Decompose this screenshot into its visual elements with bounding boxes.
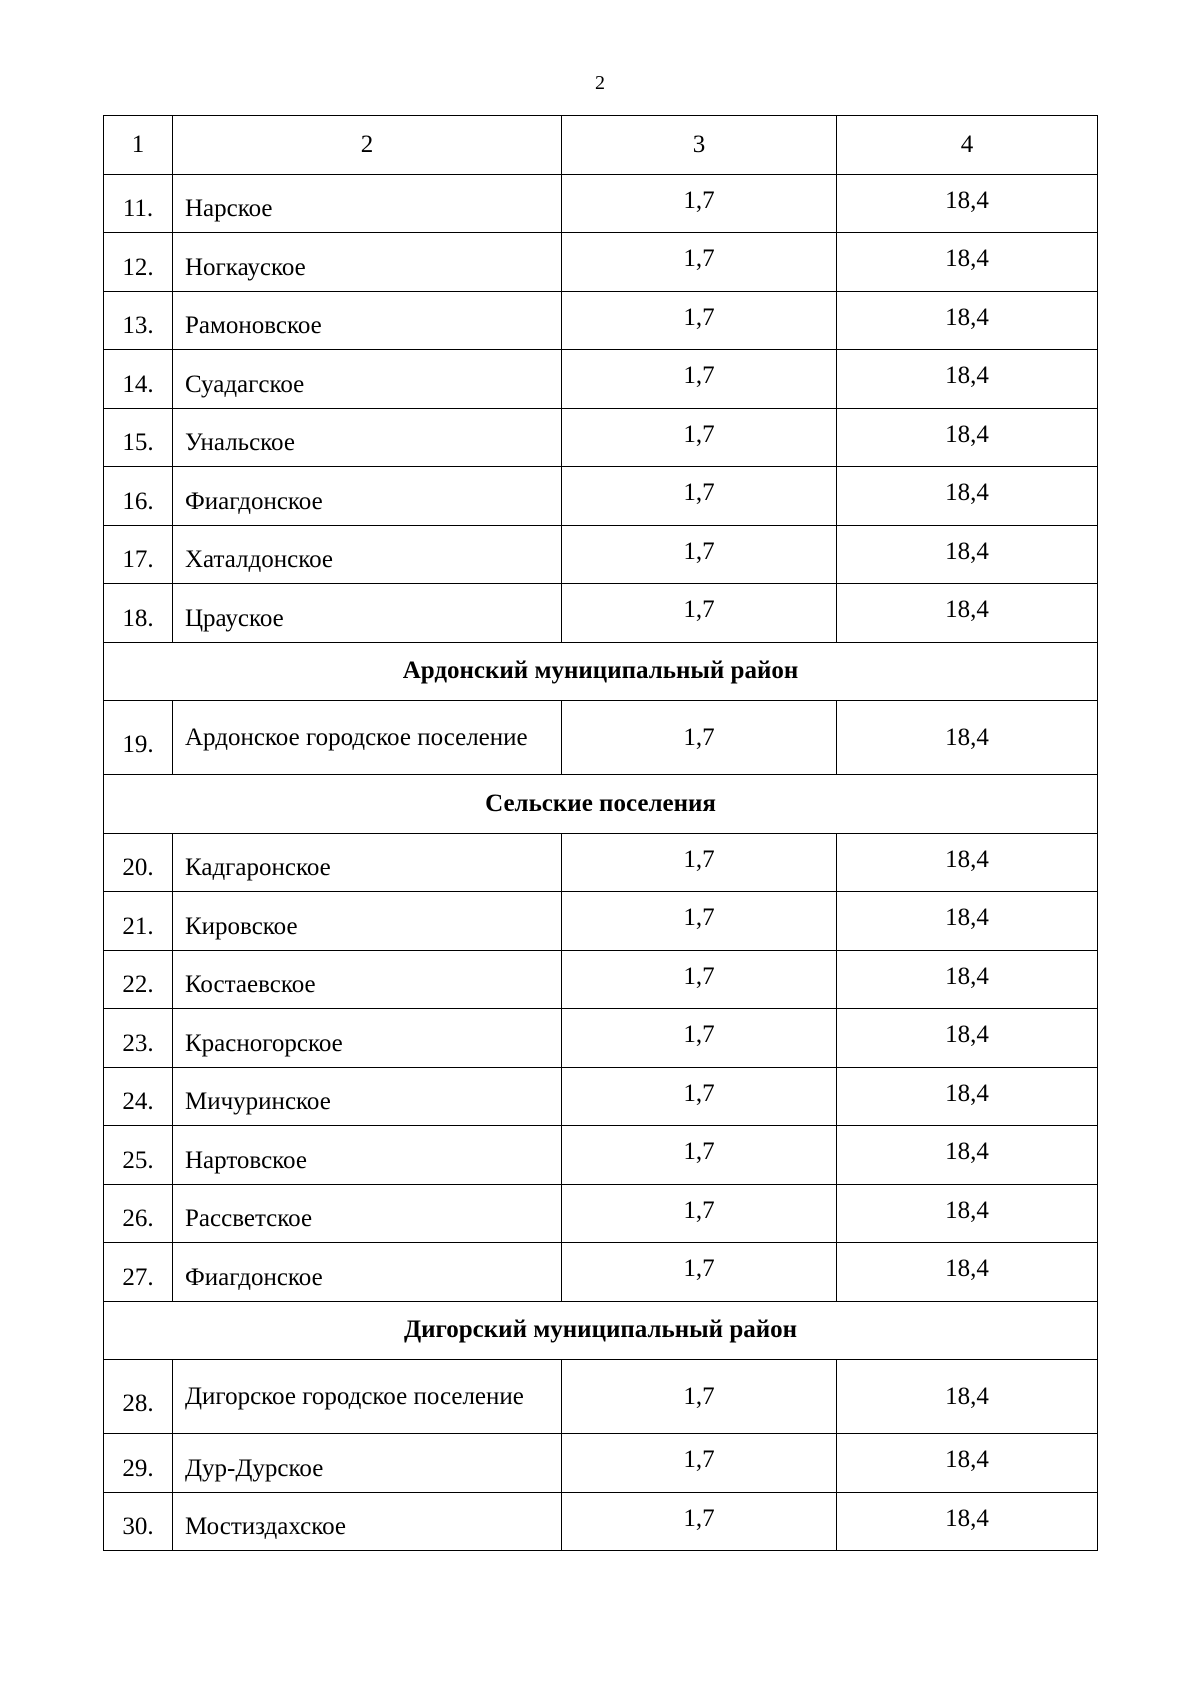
value-col-3: 1,7 <box>562 1492 837 1551</box>
settlement-name: Рассветское <box>173 1184 562 1243</box>
row-number: 26. <box>104 1184 173 1243</box>
row-number: 21. <box>104 892 173 951</box>
settlement-name: Нартовское <box>173 1126 562 1185</box>
header-cell-2: 2 <box>173 116 562 175</box>
settlement-name: Унальское <box>173 408 562 467</box>
value-col-4: 18,4 <box>837 1184 1098 1243</box>
value-col-3: 1,7 <box>562 291 837 350</box>
table-row <box>104 291 1098 350</box>
value-col-4: 18,4 <box>837 467 1098 526</box>
row-number: 30. <box>104 1492 173 1551</box>
table-row <box>104 1492 1098 1551</box>
section-heading: Сельские поселения <box>104 775 1098 834</box>
settlement-name: Суадагское <box>173 350 562 409</box>
settlement-name: Кадгаронское <box>173 833 562 892</box>
value-col-3: 1,7 <box>562 233 837 292</box>
value-col-4: 18,4 <box>837 174 1098 233</box>
value-col-3: 1,7 <box>562 1009 837 1068</box>
table-row <box>104 1067 1098 1126</box>
value-col-4: 18,4 <box>837 408 1098 467</box>
row-number: 19. <box>104 701 173 775</box>
value-col-3: 1,7 <box>562 701 837 775</box>
value-col-4: 18,4 <box>837 892 1098 951</box>
value-col-3: 1,7 <box>562 1067 837 1126</box>
row-number: 28. <box>104 1360 173 1434</box>
value-col-3: 1,7 <box>562 1434 837 1493</box>
table-row <box>104 525 1098 584</box>
value-col-4: 18,4 <box>837 350 1098 409</box>
table-header-row <box>104 116 1098 175</box>
row-number: 24. <box>104 1067 173 1126</box>
value-col-3: 1,7 <box>562 467 837 526</box>
value-col-4: 18,4 <box>837 1492 1098 1551</box>
settlement-name: Мичуринское <box>173 1067 562 1126</box>
table-row <box>104 833 1098 892</box>
row-number: 14. <box>104 350 173 409</box>
settlement-name: Дур-Дурское <box>173 1434 562 1493</box>
row-number: 18. <box>104 584 173 643</box>
value-col-4: 18,4 <box>837 525 1098 584</box>
table-row <box>104 1434 1098 1493</box>
table-row <box>104 1360 1098 1434</box>
header-cell-3: 3 <box>562 116 837 175</box>
value-col-3: 1,7 <box>562 950 837 1009</box>
section-heading-row <box>104 775 1098 834</box>
table-row <box>104 174 1098 233</box>
row-number: 17. <box>104 525 173 584</box>
value-col-3: 1,7 <box>562 525 837 584</box>
settlement-name: Дигорское городское поселение <box>173 1360 562 1434</box>
row-number: 13. <box>104 291 173 350</box>
table-row <box>104 233 1098 292</box>
settlement-name: Костаевское <box>173 950 562 1009</box>
row-number: 11. <box>104 174 173 233</box>
table-row <box>104 1009 1098 1068</box>
section-heading: Дигорский муниципальный район <box>104 1301 1098 1360</box>
value-col-3: 1,7 <box>562 350 837 409</box>
table-row <box>104 350 1098 409</box>
header-cell-4: 4 <box>837 116 1098 175</box>
value-col-3: 1,7 <box>562 892 837 951</box>
header-cell-1: 1 <box>104 116 173 175</box>
value-col-4: 18,4 <box>837 833 1098 892</box>
settlement-name: Фиагдонское <box>173 467 562 526</box>
table-row <box>104 408 1098 467</box>
table-row <box>104 584 1098 643</box>
row-number: 22. <box>104 950 173 1009</box>
table-row <box>104 892 1098 951</box>
value-col-3: 1,7 <box>562 1184 837 1243</box>
section-heading-row <box>104 1301 1098 1360</box>
settlement-name: Фиагдонское <box>173 1243 562 1302</box>
value-col-4: 18,4 <box>837 1243 1098 1302</box>
settlement-name: Хаталдонское <box>173 525 562 584</box>
value-col-4: 18,4 <box>837 1126 1098 1185</box>
settlement-name: Црауское <box>173 584 562 643</box>
settlement-name: Нарское <box>173 174 562 233</box>
row-number: 23. <box>104 1009 173 1068</box>
table-row <box>104 1243 1098 1302</box>
value-col-4: 18,4 <box>837 291 1098 350</box>
row-number: 15. <box>104 408 173 467</box>
row-number: 16. <box>104 467 173 526</box>
page-number: 2 <box>595 72 605 94</box>
value-col-4: 18,4 <box>837 1067 1098 1126</box>
table-row <box>104 950 1098 1009</box>
value-col-4: 18,4 <box>837 233 1098 292</box>
value-col-4: 18,4 <box>837 701 1098 775</box>
settlement-name: Ардонское городское поселение <box>173 701 562 775</box>
row-number: 27. <box>104 1243 173 1302</box>
table-row <box>104 701 1098 775</box>
value-col-3: 1,7 <box>562 174 837 233</box>
value-col-3: 1,7 <box>562 1243 837 1302</box>
settlement-name: Рамоновское <box>173 291 562 350</box>
row-number: 20. <box>104 833 173 892</box>
table-row <box>104 1184 1098 1243</box>
value-col-3: 1,7 <box>562 584 837 643</box>
settlement-name: Ногкауское <box>173 233 562 292</box>
section-heading: Ардонский муниципальный район <box>104 642 1098 701</box>
value-col-4: 18,4 <box>837 584 1098 643</box>
table-row <box>104 467 1098 526</box>
row-number: 29. <box>104 1434 173 1493</box>
value-col-4: 18,4 <box>837 1009 1098 1068</box>
value-col-4: 18,4 <box>837 1360 1098 1434</box>
value-col-3: 1,7 <box>562 1126 837 1185</box>
row-number: 12. <box>104 233 173 292</box>
value-col-4: 18,4 <box>837 950 1098 1009</box>
table-row <box>104 1126 1098 1185</box>
row-number: 25. <box>104 1126 173 1185</box>
settlement-name: Мостиздахское <box>173 1492 562 1551</box>
value-col-3: 1,7 <box>562 1360 837 1434</box>
settlement-name: Кировское <box>173 892 562 951</box>
data-table <box>103 115 1098 1551</box>
settlement-name: Красногорское <box>173 1009 562 1068</box>
section-heading-row <box>104 642 1098 701</box>
value-col-4: 18,4 <box>837 1434 1098 1493</box>
value-col-3: 1,7 <box>562 833 837 892</box>
value-col-3: 1,7 <box>562 408 837 467</box>
